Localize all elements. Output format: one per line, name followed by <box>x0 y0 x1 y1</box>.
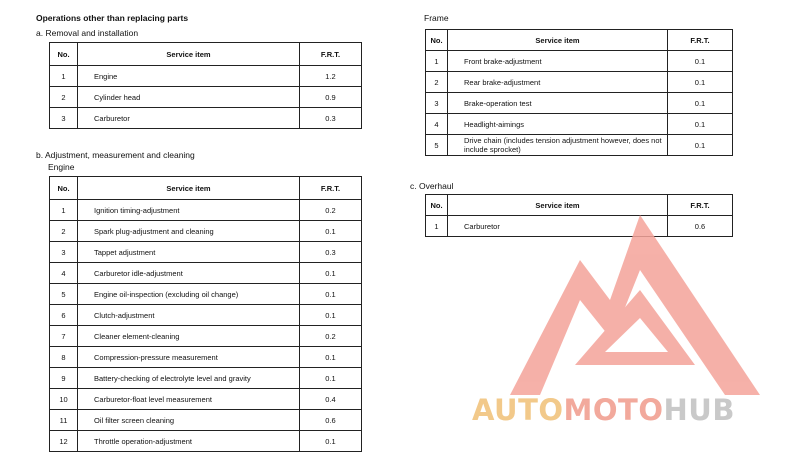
row-no: 7 <box>50 326 78 347</box>
row-item: Front brake-adjustment <box>448 51 668 72</box>
row-no: 4 <box>426 114 448 135</box>
row-no: 3 <box>50 108 78 129</box>
row-no: 2 <box>50 87 78 108</box>
row-item: Carburetor-float level measurement <box>78 389 300 410</box>
row-item: Engine <box>78 66 300 87</box>
row-item: Spark plug-adjustment and cleaning <box>78 221 300 242</box>
section-c-heading: c. Overhaul <box>410 181 454 191</box>
engine-label: Engine <box>48 162 75 172</box>
row-no: 10 <box>50 389 78 410</box>
col-no: No. <box>50 177 78 200</box>
row-frt: 0.1 <box>300 368 362 389</box>
row-frt: 0.1 <box>668 93 733 114</box>
row-item: Cylinder head <box>78 87 300 108</box>
row-item: Carburetor idle-adjustment <box>78 263 300 284</box>
col-service-item: Service item <box>448 195 668 216</box>
row-no: 4 <box>50 263 78 284</box>
row-frt: 0.1 <box>300 347 362 368</box>
row-no: 6 <box>50 305 78 326</box>
row-no: 1 <box>426 51 448 72</box>
row-no: 3 <box>426 93 448 114</box>
row-no: 5 <box>50 284 78 305</box>
row-no: 9 <box>50 368 78 389</box>
section-b-heading: b. Adjustment, measurement and cleaning <box>36 150 195 160</box>
row-item: Brake-operation test <box>448 93 668 114</box>
row-frt: 0.6 <box>300 410 362 431</box>
col-service-item: Service item <box>448 30 668 51</box>
row-item: Battery-checking of electrolyte level and gravity <box>78 368 300 389</box>
col-frt: F.R.T. <box>300 43 362 66</box>
row-no: 1 <box>426 216 448 237</box>
col-frt: F.R.T. <box>668 195 733 216</box>
section-a-heading: a. Removal and installation <box>36 28 139 38</box>
col-no: No. <box>426 30 448 51</box>
row-frt: 0.9 <box>300 87 362 108</box>
row-no: 12 <box>50 431 78 452</box>
row-item: Compression-pressure measurement <box>78 347 300 368</box>
watermark-moto: MOTO <box>563 393 664 427</box>
row-no: 11 <box>50 410 78 431</box>
watermark-text <box>472 393 735 427</box>
row-frt: 1.2 <box>300 66 362 87</box>
row-frt: 0.4 <box>300 389 362 410</box>
row-frt: 0.1 <box>300 221 362 242</box>
row-item: Headlight-aimings <box>448 114 668 135</box>
watermark-hub: HUB <box>663 393 735 427</box>
row-item: Tappet adjustment <box>78 242 300 263</box>
row-no: 1 <box>50 200 78 221</box>
col-frt: F.R.T. <box>300 177 362 200</box>
row-frt: 0.3 <box>300 108 362 129</box>
col-no: No. <box>50 43 78 66</box>
row-item: Carburetor <box>448 216 668 237</box>
row-frt: 0.1 <box>668 135 733 156</box>
frame-label: Frame <box>424 13 449 23</box>
row-frt: 0.1 <box>300 284 362 305</box>
section-title: Operations other than replacing parts <box>36 13 189 23</box>
col-no: No. <box>426 195 448 216</box>
row-frt: 0.2 <box>300 326 362 347</box>
row-item: Throttle operation-adjustment <box>78 431 300 452</box>
row-frt: 0.3 <box>300 242 362 263</box>
row-frt: 0.1 <box>668 51 733 72</box>
row-item: Oil filter screen cleaning <box>78 410 300 431</box>
row-item: Drive chain (includes tension adjustment however, does not include sprocket) <box>448 135 668 156</box>
row-frt: 0.1 <box>300 431 362 452</box>
row-item: Ignition timing-adjustment <box>78 200 300 221</box>
row-item: Cleaner element-cleaning <box>78 326 300 347</box>
row-no: 8 <box>50 347 78 368</box>
row-no: 2 <box>426 72 448 93</box>
row-frt: 0.1 <box>668 114 733 135</box>
watermark-auto: AUTO <box>472 393 564 427</box>
row-item: Carburetor <box>78 108 300 129</box>
col-service-item: Service item <box>78 43 300 66</box>
row-frt: 0.1 <box>300 263 362 284</box>
row-no: 2 <box>50 221 78 242</box>
row-no: 1 <box>50 66 78 87</box>
row-frt: 0.6 <box>668 216 733 237</box>
row-no: 5 <box>426 135 448 156</box>
row-item: Clutch-adjustment <box>78 305 300 326</box>
row-item: Rear brake-adjustment <box>448 72 668 93</box>
row-no: 3 <box>50 242 78 263</box>
row-item: Engine oil-inspection (excluding oil change) <box>78 284 300 305</box>
row-frt: 0.2 <box>300 200 362 221</box>
col-service-item: Service item <box>78 177 300 200</box>
row-frt: 0.1 <box>300 305 362 326</box>
col-frt: F.R.T. <box>668 30 733 51</box>
row-frt: 0.1 <box>668 72 733 93</box>
